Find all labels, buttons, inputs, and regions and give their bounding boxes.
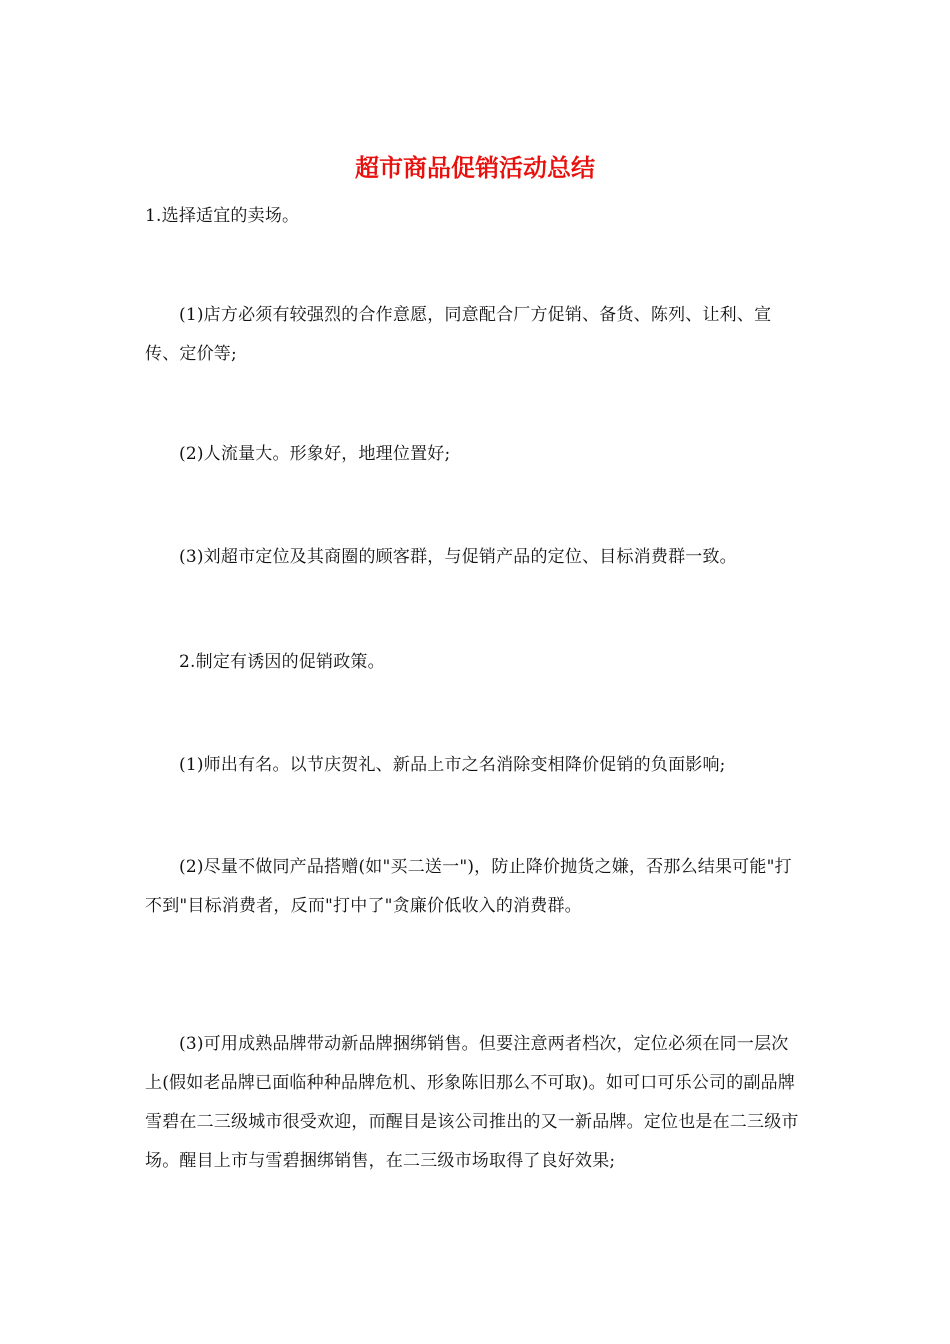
paragraph-5: 2.制定有诱因的促销政策。 bbox=[179, 652, 385, 672]
paragraph-1: 1.选择适宜的卖场。 bbox=[145, 206, 300, 226]
paragraph-2: (1)店方必须有较强烈的合作意愿，同意配合厂方促销、备货、陈列、让利、宣传、定价等; bbox=[145, 305, 772, 364]
paragraph-7: (2)尽量不做同产品搭赠(如"买二送一")，防止降价抛货之嫌，否那么结果可能"打不到"目标消费者，反而"打中了"贪廉价低收入的消费群。 bbox=[145, 857, 792, 916]
paragraph-8: (3)可用成熟品牌带动新品牌捆绑销售。但要注意两者档次，定位必须在同一层次上(假如老品牌已面临种种品牌危机、形象陈旧那么不可取)。如可口可乐公司的副品牌雪碧在二三级城市很受欢迎，而醒目是该公司推出的又一新品牌。定位也是在二三级市场。醒目上市与雪碧捆绑销售，在二三级市场取得了良好效果; bbox=[145, 1034, 799, 1171]
paragraph-3: (2)人流量大。形象好，地理位置好; bbox=[179, 444, 451, 464]
paragraph-6: (1)师出有名。以节庆贺礼、新品上市之名消除变相降价促销的负面影响; bbox=[179, 755, 726, 775]
document-title: 超市商品促销活动总结 bbox=[355, 153, 595, 182]
paragraph-4: (3)刘超市定位及其商圈的顾客群，与促销产品的定位、目标消费群一致。 bbox=[179, 547, 737, 567]
